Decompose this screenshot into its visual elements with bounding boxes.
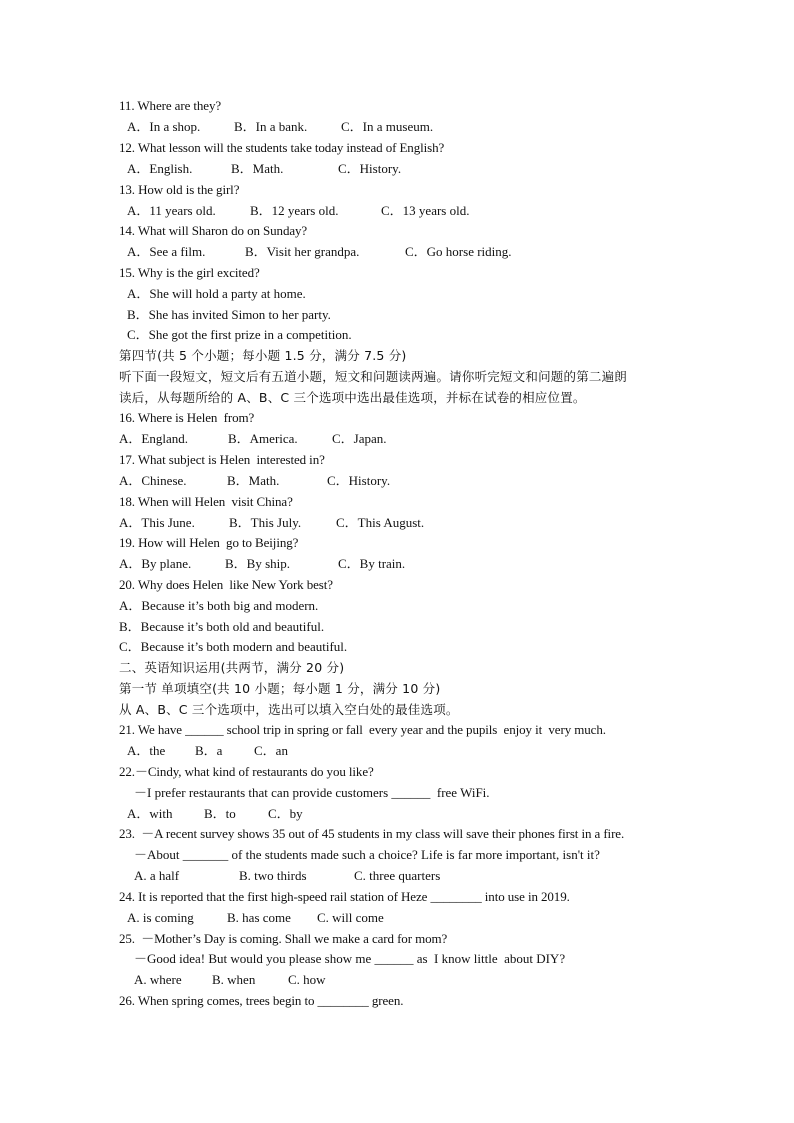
- question-20-stem: 20. Why does Helen like New York best?: [119, 577, 333, 592]
- question-22-option-b: B．to: [204, 806, 236, 821]
- question-17-option-a: A．Chinese.: [119, 473, 187, 488]
- question-14-option-c: C．Go horse riding.: [405, 244, 512, 259]
- question-17-option-c: C．History.: [327, 473, 391, 488]
- section-4-instruction-line-1: 听下面一段短文，短文后有五道小题，短文和问题读两遍。请你听完短文和问题的第二遍朗: [119, 369, 628, 384]
- part-2-section-1-heading: 第一节 单项填空(共 10 小题；每小题 1 分，满分 10 分): [119, 681, 441, 696]
- question-13-option-a: A．11 years old.: [127, 203, 216, 218]
- section-4-instruction-line-2: 读后，从每题所给的 A、B、C 三个选项中选出最佳选项，并标在试卷的相应位置。: [119, 390, 586, 405]
- question-13-option-b: B．12 years old.: [250, 203, 339, 218]
- question-19-option-c: C．By train.: [338, 556, 406, 571]
- question-14-stem: 14. What will Sharon do on Sunday?: [119, 223, 308, 238]
- question-11-option-b: B．In a bank.: [234, 119, 308, 134]
- question-25-line-1: 25. －Mother’s Day is coming. Shall we make a card for mom?: [119, 931, 448, 946]
- question-19-option-a: A．By plane.: [119, 556, 192, 571]
- question-24-option-c: C. will come: [317, 910, 384, 925]
- question-24-option-b: B. has come: [227, 910, 291, 925]
- question-16-option-a: A．England.: [119, 431, 188, 446]
- question-17-stem: 17. What subject is Helen interested in?: [119, 452, 325, 467]
- section-4-heading: 第四节(共 5 个小题；每小题 1.5 分，满分 7.5 分): [119, 348, 407, 363]
- question-17-option-b: B．Math.: [227, 473, 280, 488]
- question-20-option-c: C．Because it’s both modern and beautiful.: [119, 639, 348, 654]
- question-21-option-b: B．a: [195, 743, 223, 758]
- question-11-stem: 11. Where are they?: [119, 98, 222, 113]
- question-12-stem: 12. What lesson will the students take today instead of English?: [119, 140, 445, 155]
- question-19-option-b: B．By ship.: [225, 556, 291, 571]
- question-20-option-b: B．Because it’s both old and beautiful.: [119, 619, 325, 634]
- question-16-option-c: C．Japan.: [332, 431, 387, 446]
- question-13-stem: 13. How old is the girl?: [119, 182, 240, 197]
- question-26-stem: 26. When spring comes, trees begin to ________ green.: [119, 993, 404, 1008]
- question-11-option-a: A．In a shop.: [127, 119, 201, 134]
- question-15-option-c: C．She got the first prize in a competition.: [127, 327, 352, 342]
- part-2-instruction: 从 A、B、C 三个选项中，选出可以填入空白处的最佳选项。: [119, 702, 459, 717]
- question-14-option-a: A．See a film.: [127, 244, 206, 259]
- question-21-option-c: C．an: [254, 743, 288, 758]
- question-12-option-a: A．English.: [127, 161, 193, 176]
- question-15-option-a: A．She will hold a party at home.: [127, 286, 306, 301]
- question-23-line-2: －About _______ of the students made such a choice? Life is far more important, isn't it?: [134, 847, 600, 862]
- question-25-line-2: －Good idea! But would you please show me ______ as I know little about DIY?: [134, 951, 566, 966]
- question-14-option-b: B．Visit her grandpa.: [245, 244, 360, 259]
- question-23-line-1: 23. －A recent survey shows 35 out of 45 students in my class will save their phones first in a fire.: [119, 826, 625, 841]
- question-11-option-c: C．In a museum.: [341, 119, 434, 134]
- question-13-option-c: C．13 years old.: [381, 203, 470, 218]
- question-23-option-a: A. a half: [134, 868, 180, 883]
- question-22-line-2: －I prefer restaurants that can provide customers ______ free WiFi.: [134, 785, 490, 800]
- question-15-stem: 15. Why is the girl excited?: [119, 265, 260, 280]
- question-18-stem: 18. When will Helen visit China?: [119, 494, 293, 509]
- question-15-option-b: B．She has invited Simon to her party.: [127, 307, 331, 322]
- question-25-option-b: B. when: [212, 972, 256, 987]
- question-12-option-c: C．History.: [338, 161, 402, 176]
- question-19-stem: 19. How will Helen go to Beijing?: [119, 535, 299, 550]
- question-12-option-b: B．Math.: [231, 161, 284, 176]
- question-24-stem: 24. It is reported that the first high-speed rail station of Heze ________ into use in 2019.: [119, 889, 570, 904]
- question-18-option-a: A．This June.: [119, 515, 195, 530]
- question-23-option-c: C. three quarters: [354, 868, 441, 883]
- question-24-option-a: A. is coming: [127, 910, 194, 925]
- question-21-option-a: A．the: [127, 743, 166, 758]
- part-2-heading: 二、英语知识运用(共两节，满分 20 分): [119, 660, 345, 675]
- question-16-stem: 16. Where is Helen from?: [119, 410, 255, 425]
- question-25-option-c: C. how: [288, 972, 326, 987]
- question-18-option-c: C．This August.: [336, 515, 425, 530]
- question-23-option-b: B. two thirds: [239, 868, 307, 883]
- question-25-option-a: A. where: [134, 972, 182, 987]
- question-16-option-b: B．America.: [228, 431, 298, 446]
- question-22-option-a: A．with: [127, 806, 173, 821]
- question-22-line-1: 22.－Cindy, what kind of restaurants do you like?: [119, 764, 374, 779]
- question-22-option-c: C．by: [268, 806, 303, 821]
- question-20-option-a: A．Because it’s both big and modern.: [119, 598, 319, 613]
- question-18-option-b: B．This July.: [229, 515, 302, 530]
- question-21-stem: 21. We have ______ school trip in spring or fall every year and the pupils enjoy it very much.: [119, 722, 606, 737]
